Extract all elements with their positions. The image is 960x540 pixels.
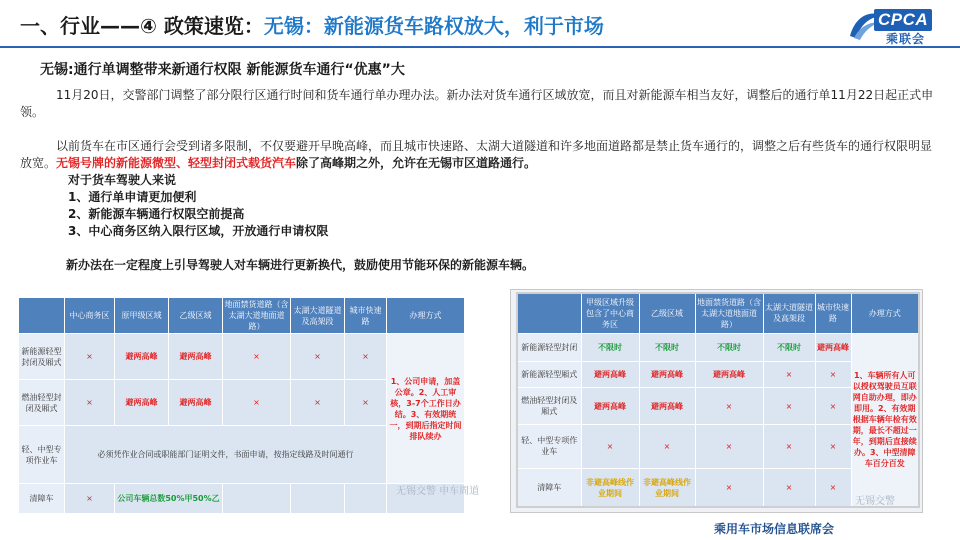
table-cell: 不限时: [695, 333, 763, 361]
table-cell: 非避高峰线作业期间: [581, 469, 639, 507]
header-cell: 中心商务区: [65, 298, 115, 334]
table-cell: 避两高峰: [695, 362, 763, 388]
header-cell: 乙级区域: [169, 298, 223, 334]
table-cell: 不限时: [763, 333, 815, 361]
header-cell: 地面禁货道路（含太湖大道地面道路）: [223, 298, 291, 334]
row-label: 轻、中型专项作业车: [517, 424, 581, 468]
benefit-item: 2、新能源车辆通行权限空前提高: [68, 207, 245, 221]
row-label: 新能源轻型厢式: [517, 362, 581, 388]
row-label: 燃油轻型封闭及厢式: [517, 388, 581, 424]
table-cell: 避两高峰: [169, 334, 223, 380]
header-cell: 乙级区域: [639, 293, 695, 333]
paragraph-3: 新办法在一定程度上引导驾驶人对车辆进行更新换代，鼓励使用节能环保的新能源车辆。: [66, 258, 535, 272]
logo-text: CPCA: [874, 9, 932, 31]
table-header-row: [517, 293, 919, 333]
header-cell: [19, 298, 65, 334]
table-cell: ×: [695, 469, 763, 507]
table-cell: ×: [291, 380, 345, 426]
method-cell: 1、公司申请，加盖公章。2、人工审核，3-7个工作日办结。3、有效期统一，到期后指定时间排队续办: [387, 334, 465, 484]
benefit-item: 1、通行单申请更加便利: [68, 190, 197, 204]
table-cell: ×: [581, 424, 639, 468]
paragraph-2: [20, 138, 940, 172]
header-cell: 城市快速路: [345, 298, 387, 334]
header-cell: [517, 293, 581, 333]
table-cell: ×: [223, 334, 291, 380]
table-cell: ×: [695, 424, 763, 468]
paragraph-2-text: 以前货车在市区通行会受到诸多限制，不仅要避开早晚高峰，而且城市快速路、太湖大道隧道和许多地面道路都是禁止货车通行的，调整之后有些货车的通行权限明显放宽。: [20, 139, 933, 170]
table-cell: ×: [65, 380, 115, 426]
row-label: 清障车: [19, 484, 65, 514]
table-cell: 避两高峰: [115, 380, 169, 426]
header-cell: 甲级区域升级包含了中心商务区: [581, 293, 639, 333]
table-cell: ×: [65, 334, 115, 380]
table-cell: ×: [815, 388, 851, 424]
table-cell: 不限时: [581, 333, 639, 361]
watermark-left: 无锡交警 申车周道: [396, 486, 480, 497]
benefit-item: 3、中心商务区纳入限行区域，开放通行申请权限: [68, 224, 329, 238]
row-label: 新能源轻型封闭: [517, 333, 581, 361]
table-row: [19, 334, 465, 380]
table-note-cell: 必须凭作业合同或职能部门证明文件，书面申请，按指定线路及时间通行: [65, 426, 387, 484]
table-header-row: [19, 298, 465, 334]
method-cell: 1、车辆所有人可以授权驾驶员互联网自助办理，即办即用。2、有效期根据车辆年检有效期，最长不超过一年，到期后直接续办。3、中型清障车百分百发: [851, 333, 919, 507]
table-cell: ×: [763, 469, 815, 507]
table-cell: ×: [815, 362, 851, 388]
benefits-list: [68, 172, 328, 240]
row-label: 清障车: [517, 469, 581, 507]
table-cell: 避两高峰: [581, 388, 639, 424]
new-policy-table: [516, 292, 920, 508]
table-cell: [345, 484, 387, 514]
subtitle: 无锡:通行单调整带来新通行权限 新能源货车通行“优惠”大: [40, 62, 405, 78]
row-label: 新能源轻型封闭及厢式: [19, 334, 65, 380]
row-label: 燃油轻型封闭及厢式: [19, 380, 65, 426]
table-cell: ×: [65, 484, 115, 514]
table-cell: 非避高峰线作业期间: [639, 469, 695, 507]
watermark-right: 无锡交警: [855, 496, 895, 507]
paragraph-2-tail: 除了高峰期之外，允许在无锡市区道路通行。: [296, 156, 537, 170]
table-cell: ×: [763, 424, 815, 468]
table-cell: 避两高峰: [169, 380, 223, 426]
table-cell: ×: [639, 424, 695, 468]
table-cell: [291, 484, 345, 514]
table-cell: ×: [815, 424, 851, 468]
footer-org: 乘用车市场信息联席会: [714, 522, 835, 536]
table-cell: ×: [223, 380, 291, 426]
paragraph-2-highlight: 无锡号牌的新能源微型、轻型封闭式载货汽车: [56, 156, 297, 170]
page-title: [20, 10, 604, 39]
table-cell: ×: [763, 388, 815, 424]
cpca-logo: [846, 6, 946, 46]
table-cell: 避两高峰: [115, 334, 169, 380]
header-cell: 太湖大道隧道及高架段: [291, 298, 345, 334]
header-cell: 城市快速路: [815, 293, 851, 333]
table-cell: ×: [291, 334, 345, 380]
header-cell: 办理方式: [387, 298, 465, 334]
table-cell: 避两高峰: [639, 388, 695, 424]
table-cell: 避两高峰: [815, 333, 851, 361]
table-cell: ×: [345, 334, 387, 380]
table-cell: ×: [763, 362, 815, 388]
title-divider: [0, 46, 960, 48]
table-row: [517, 333, 919, 361]
row-label: 轻、中型专项作业车: [19, 426, 65, 484]
table-cell: 公司车辆总数50%甲50%乙: [115, 484, 223, 514]
paragraph-1-text: 11月20日，交警部门调整了部分限行区通行时间和货车通行单办理办法。新办法对货车通行区域放宽，而且对新能源车相当友好，调整后的通行单11月22日起正式申领。: [20, 88, 934, 119]
logo-cn: 乘联会: [886, 32, 926, 46]
table-cell: ×: [695, 388, 763, 424]
header-cell: 办理方式: [851, 293, 919, 333]
header-cell: 地面禁货道路（含太湖大道地面道路）: [695, 293, 763, 333]
header-cell: 太湖大道隧道及高架段: [763, 293, 815, 333]
table-cell: ×: [815, 469, 851, 507]
header-cell: 原甲级区域: [115, 298, 169, 334]
table-cell: 避两高峰: [581, 362, 639, 388]
table-cell: 不限时: [639, 333, 695, 361]
table-cell: ×: [345, 380, 387, 426]
title-highlight: 无锡：新能源货车路权放大，利于市场: [263, 14, 604, 38]
table-cell: 避两高峰: [639, 362, 695, 388]
benefits-heading: 对于货车驾驶人来说: [68, 173, 177, 187]
table-cell: [223, 484, 291, 514]
title-prefix: 一、行业——④ 政策速览：: [20, 14, 264, 38]
paragraph-1: [20, 87, 940, 121]
